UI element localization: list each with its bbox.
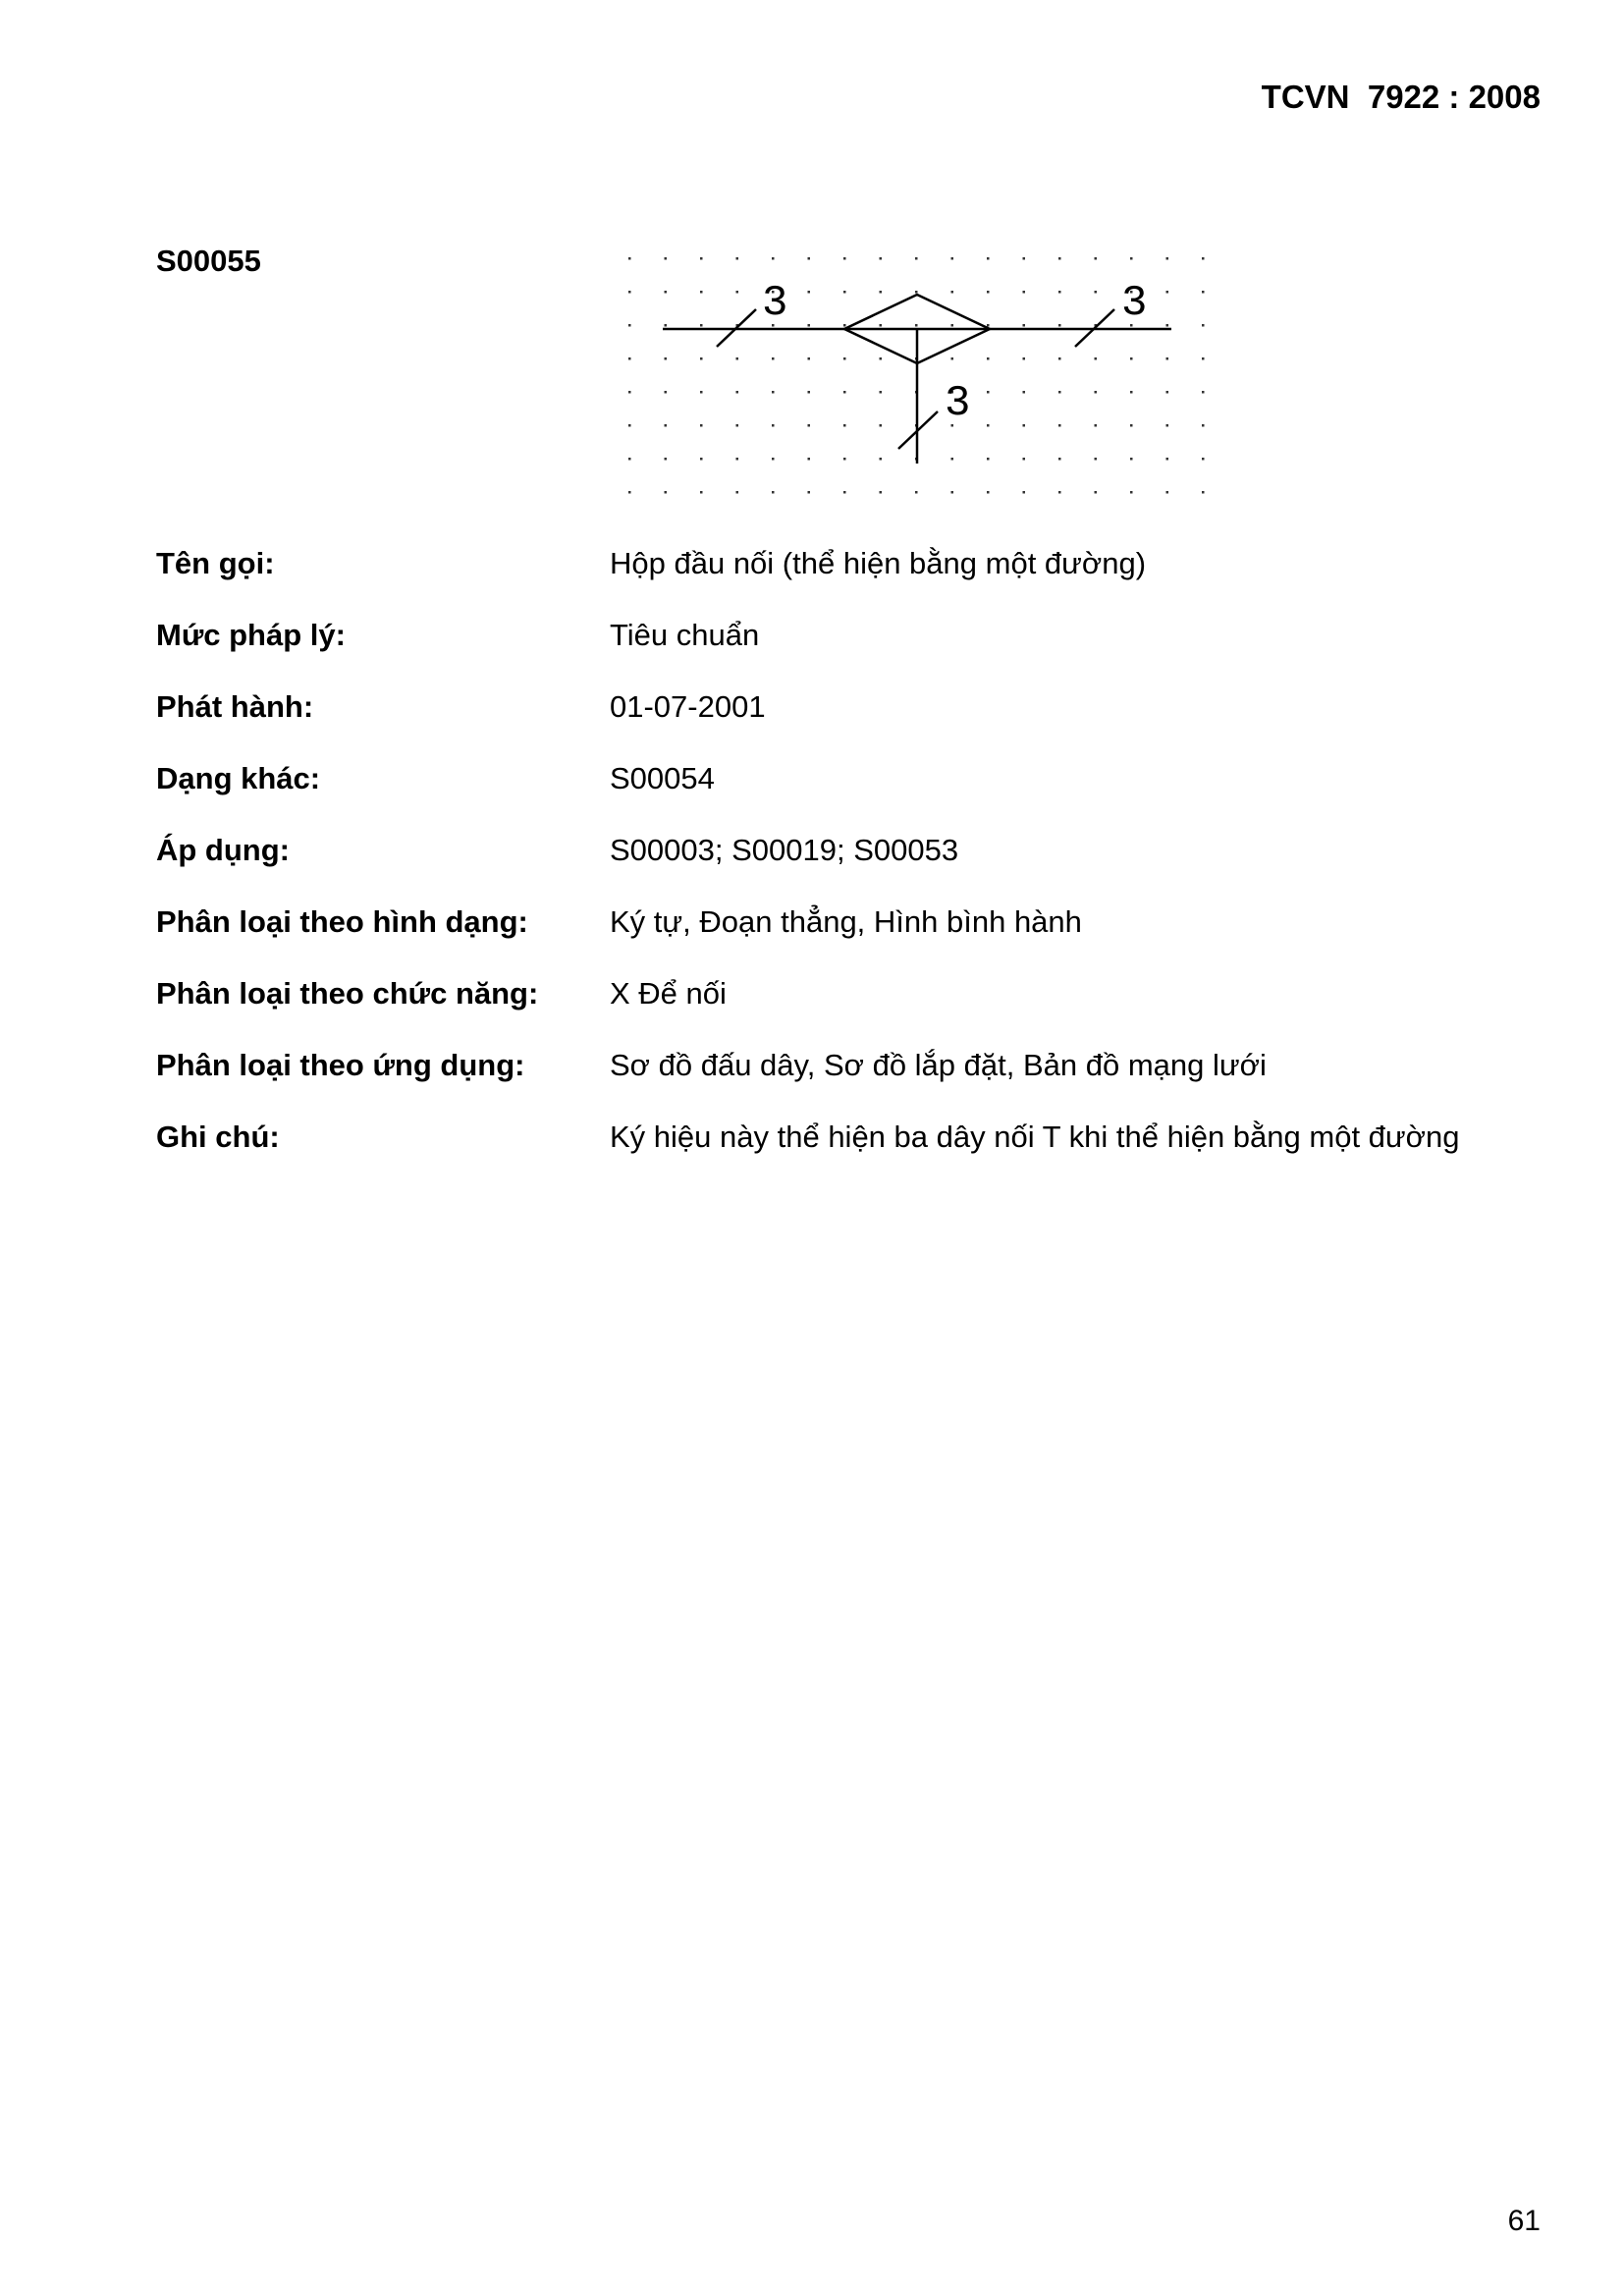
- grid-dot: [1023, 324, 1026, 327]
- grid-dot: [736, 391, 739, 394]
- grid-dot: [880, 424, 883, 427]
- grid-dot: [951, 257, 954, 260]
- grid-dot: [1202, 458, 1205, 461]
- property-label: Ghi chú:: [156, 1120, 280, 1154]
- property-label: Phát hành:: [156, 689, 314, 724]
- property-value: Hộp đầu nối (thể hiện bằng một đường): [610, 546, 1147, 580]
- grid-dot: [1166, 491, 1169, 494]
- grid-dot: [880, 491, 883, 494]
- grid-dot: [1058, 357, 1061, 360]
- grid-dot: [843, 324, 846, 327]
- grid-dot: [1130, 491, 1133, 494]
- grid-dot: [628, 491, 631, 494]
- grid-dot: [843, 458, 846, 461]
- grid-dot: [628, 257, 631, 260]
- grid-dot: [1023, 491, 1026, 494]
- property-row-function-class: [156, 976, 1550, 1048]
- grid-dot: [1166, 324, 1169, 327]
- property-label: Phân loại theo ứng dụng:: [156, 1048, 525, 1082]
- grid-dot: [700, 357, 703, 360]
- property-label: Phân loại theo chức năng:: [156, 976, 539, 1011]
- grid-dot: [880, 324, 883, 327]
- grid-dot: [880, 357, 883, 360]
- grid-dot: [843, 357, 846, 360]
- grid-dot: [628, 458, 631, 461]
- grid-dot: [843, 391, 846, 394]
- symbol-code: S00055: [156, 244, 261, 278]
- grid-dot: [1202, 424, 1205, 427]
- page-number: 61: [1507, 2205, 1541, 2237]
- down-wire-count: 3: [945, 379, 971, 428]
- property-value: Sơ đồ đấu dây, Sơ đồ lắp đặt, Bản đồ mạng lưới: [610, 1048, 1267, 1082]
- grid-dot: [951, 458, 954, 461]
- grid-dot: [808, 257, 811, 260]
- grid-dot: [628, 424, 631, 427]
- property-label: Dạng khác:: [156, 761, 321, 795]
- grid-dot: [880, 391, 883, 394]
- grid-dot: [1202, 491, 1205, 494]
- property-value: 01-07-2001: [610, 689, 766, 724]
- grid-dot: [987, 424, 990, 427]
- grid-dot: [1130, 391, 1133, 394]
- grid-dot: [665, 291, 668, 294]
- grid-dot: [1023, 257, 1026, 260]
- property-value: Ký tự, Đoạn thẳng, Hình bình hành: [610, 904, 1082, 939]
- grid-dot: [1202, 324, 1205, 327]
- property-list: [156, 546, 1550, 1191]
- property-row-application-class: [156, 1048, 1550, 1120]
- grid-dot: [700, 257, 703, 260]
- grid-dot: [987, 257, 990, 260]
- grid-dot: [665, 458, 668, 461]
- grid-dot: [665, 357, 668, 360]
- property-row-shape-class: [156, 904, 1550, 976]
- grid-dot: [1095, 291, 1098, 294]
- grid-dot: [1166, 424, 1169, 427]
- property-row-applies: [156, 833, 1550, 904]
- grid-dot: [1095, 357, 1098, 360]
- grid-dot: [843, 491, 846, 494]
- grid-dot: [880, 257, 883, 260]
- grid-dot: [987, 324, 990, 327]
- grid-dot: [700, 291, 703, 294]
- grid-dot: [808, 357, 811, 360]
- grid-dot: [1166, 391, 1169, 394]
- grid-dot: [915, 324, 918, 327]
- grid-dot: [1058, 424, 1061, 427]
- grid-dot: [1058, 391, 1061, 394]
- grid-dot: [1058, 257, 1061, 260]
- grid-dot: [1058, 324, 1061, 327]
- grid-dot: [700, 458, 703, 461]
- grid-dot: [987, 291, 990, 294]
- grid-dot: [736, 424, 739, 427]
- grid-dot: [1058, 491, 1061, 494]
- grid-dot: [628, 291, 631, 294]
- grid-dot: [1166, 357, 1169, 360]
- grid-dot: [1095, 458, 1098, 461]
- grid-dot: [808, 424, 811, 427]
- grid-dot: [1130, 357, 1133, 360]
- grid-dot: [772, 491, 775, 494]
- grid-dot: [915, 257, 918, 260]
- grid-dot: [772, 257, 775, 260]
- grid-dot: [808, 391, 811, 394]
- grid-dot: [665, 491, 668, 494]
- grid-dot: [808, 458, 811, 461]
- grid-dot: [808, 324, 811, 327]
- property-value: S00003; S00019; S00053: [610, 833, 959, 867]
- property-label: Áp dụng:: [156, 833, 291, 867]
- grid-dot: [880, 458, 883, 461]
- grid-dot: [1023, 391, 1026, 394]
- grid-dot: [772, 391, 775, 394]
- symbol-lines: [663, 295, 1171, 464]
- grid-dot: [1166, 257, 1169, 260]
- grid-dot: [1130, 458, 1133, 461]
- property-row-note: [156, 1120, 1550, 1191]
- grid-dot: [843, 424, 846, 427]
- grid-dot: [1166, 458, 1169, 461]
- grid-dot: [808, 491, 811, 494]
- grid-dot: [1023, 458, 1026, 461]
- grid-dot: [1095, 424, 1098, 427]
- grid-dot: [1202, 391, 1205, 394]
- grid-dot: [1130, 257, 1133, 260]
- grid-dot: [700, 391, 703, 394]
- grid-dot: [1202, 357, 1205, 360]
- grid-dot: [1095, 391, 1098, 394]
- grid-dot: [1130, 424, 1133, 427]
- property-label: Mức pháp lý:: [156, 618, 346, 652]
- grid-dot: [951, 357, 954, 360]
- grid-dot: [628, 324, 631, 327]
- grid-dot: [1202, 257, 1205, 260]
- grid-dot: [1023, 357, 1026, 360]
- grid-dot: [1058, 458, 1061, 461]
- property-row-issued: [156, 689, 1550, 761]
- grid-dot: [987, 391, 990, 394]
- junction-box-symbol: [619, 246, 1218, 506]
- standard-code-header: TCVN 7922 : 2008: [1261, 79, 1541, 115]
- grid-dot: [736, 291, 739, 294]
- property-row-alternate-form: [156, 761, 1550, 833]
- grid-dot: [665, 391, 668, 394]
- property-value: Tiêu chuẩn: [610, 618, 760, 652]
- grid-dot: [665, 257, 668, 260]
- grid-dot: [951, 491, 954, 494]
- symbol-diagram: [619, 246, 1218, 506]
- grid-dot: [628, 357, 631, 360]
- property-row-legal-level: [156, 618, 1550, 689]
- grid-dot: [915, 291, 918, 294]
- grid-dot: [736, 458, 739, 461]
- property-label: Tên gọi:: [156, 546, 275, 580]
- grid-dot: [700, 324, 703, 327]
- grid-dot: [772, 424, 775, 427]
- grid-dot: [880, 291, 883, 294]
- grid-dot: [1058, 291, 1061, 294]
- grid-dot: [772, 458, 775, 461]
- grid-dot: [951, 291, 954, 294]
- property-value: S00054: [610, 761, 715, 795]
- grid-dot: [915, 491, 918, 494]
- grid-dot: [736, 257, 739, 260]
- grid-dot: [772, 357, 775, 360]
- grid-dot: [951, 324, 954, 327]
- grid-dot: [987, 357, 990, 360]
- property-label: Phân loại theo hình dạng:: [156, 904, 528, 939]
- grid-dot: [843, 257, 846, 260]
- property-value: Ký hiệu này thể hiện ba dây nối T khi thể hiện bằng một đường: [610, 1120, 1460, 1154]
- grid-dot: [987, 491, 990, 494]
- grid-dot: [1095, 491, 1098, 494]
- grid-dot: [736, 357, 739, 360]
- grid-dot: [1023, 424, 1026, 427]
- grid-dot: [843, 291, 846, 294]
- grid-dot: [1023, 291, 1026, 294]
- grid-dot: [808, 291, 811, 294]
- grid-dot: [665, 324, 668, 327]
- property-value: X Để nối: [610, 976, 727, 1011]
- grid-dot: [1202, 291, 1205, 294]
- left-wire-count: 3: [762, 279, 788, 328]
- property-row-name: [156, 546, 1550, 618]
- grid-dot: [700, 424, 703, 427]
- grid-dot: [987, 458, 990, 461]
- grid-dot: [665, 424, 668, 427]
- grid-dot: [736, 491, 739, 494]
- right-wire-count: 3: [1121, 279, 1148, 328]
- grid-dot: [1166, 291, 1169, 294]
- grid-dot: [1095, 257, 1098, 260]
- grid-dot: [700, 491, 703, 494]
- grid-dot: [628, 391, 631, 394]
